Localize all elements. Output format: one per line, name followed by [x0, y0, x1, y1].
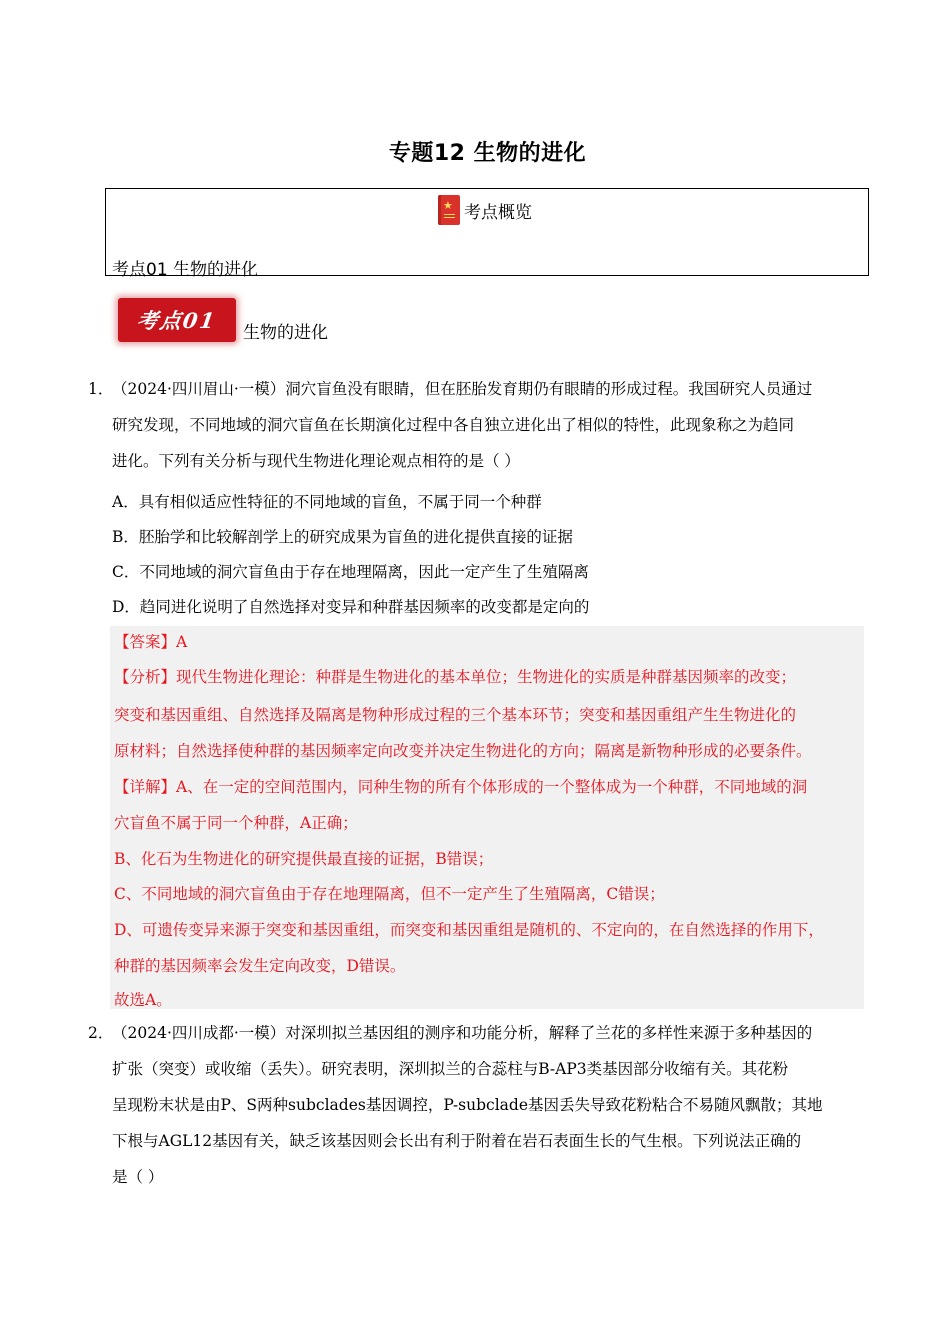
question-line: 扩张（突变）或收缩（丢失）。研究表明，深圳拟兰的合蕊柱与B-AP3类基因部分收缩有关。其花粉: [112, 1060, 789, 1078]
question-number: 2．: [88, 1024, 114, 1042]
section-badge: [118, 298, 236, 342]
question-1-stem: [112, 372, 864, 480]
analysis-line: 突变和基因重组、自然选择及隔离是物种形成过程的三个基本环节；突变和基因重组产生生物进化的: [114, 706, 797, 724]
detail-line: B、化石为生物进化的研究提供最直接的证据，B错误；: [114, 850, 494, 868]
overview-box: [105, 188, 869, 280]
section-badge-text: 考点01: [135, 308, 219, 333]
detail-line: 种群的基因频率会发生定向改变，D错误。: [114, 957, 406, 975]
section-title: 生物的进化: [243, 323, 328, 343]
option-a: A．具有相似适应性特征的不同地域的盲鱼，不属于同一个种群: [112, 493, 542, 511]
question-line: （2024·四川成都·一模）对深圳拟兰基因组的测序和功能分析，解释了兰花的多样性来源于多种基因的: [112, 1024, 813, 1042]
question-2-stem: [112, 1016, 864, 1196]
overview-label: 考点概览: [464, 203, 532, 223]
question-line: 呈现粉末状是由P、S两种subclades基因调控，P-subclade基因丢失导致花粉粘合不易随风飘散；其地: [112, 1096, 823, 1114]
page-title: 专题12 生物的进化: [388, 141, 587, 166]
book-icon: [438, 195, 460, 225]
question-line: 研究发现，不同地域的洞穴盲鱼在长期演化过程中各自独立进化出了相似的特性，此现象称之为趋同: [112, 416, 795, 434]
answer-line: 【答案】A: [114, 633, 188, 651]
analysis-line: 原材料；自然选择使种群的基因频率定向改变并决定生物进化的方向；隔离是新物种形成的必要条件。: [114, 742, 812, 760]
question-line: （2024·四川眉山·一模）洞穴盲鱼没有眼睛，但在胚胎发育期仍有眼睛的形成过程。我国研究人员通过: [112, 380, 813, 398]
analysis-line: 【分析】现代生物进化理论：种群是生物进化的基本单位；生物进化的实质是种群基因频率的改变；: [114, 668, 797, 686]
conclusion-line: 故选A。: [114, 991, 172, 1009]
question-line: 是（ ）: [112, 1168, 164, 1186]
detail-line: D、可遗传变异来源于突变和基因重组，而突变和基因重组是随机的、不定向的，在自然选择的作用下，: [114, 921, 824, 939]
question-number: 1．: [88, 380, 114, 398]
question-line: 进化。下列有关分析与现代生物进化理论观点相符的是（ ）: [112, 452, 520, 470]
option-d: D．趋同进化说明了自然选择对变异和种群基因频率的改变都是定向的: [112, 598, 590, 616]
star-icon: ★: [443, 199, 453, 212]
question-line: 下根与AGL12基因有关，缺乏该基因则会长出有利于附着在岩石表面生长的气生根。下列说法正确的: [112, 1132, 802, 1150]
detail-line: C、不同地域的洞穴盲鱼由于存在地理隔离，但不一定产生了生殖隔离，C错误；: [114, 885, 665, 903]
detail-line: 【详解】A、在一定的空间范围内，同种生物的所有个体形成的一个整体成为一个种群，不同地域的洞: [114, 778, 808, 796]
overview-item: 考点01 生物的进化: [112, 260, 259, 280]
option-c: C．不同地域的洞穴盲鱼由于存在地理隔离，因此一定产生了生殖隔离: [112, 563, 589, 581]
option-b: B．胚胎学和比较解剖学上的研究成果为盲鱼的进化提供直接的证据: [112, 528, 573, 546]
detail-line: 穴盲鱼不属于同一个种群，A正确；: [114, 814, 358, 832]
overview-header: [438, 189, 532, 225]
